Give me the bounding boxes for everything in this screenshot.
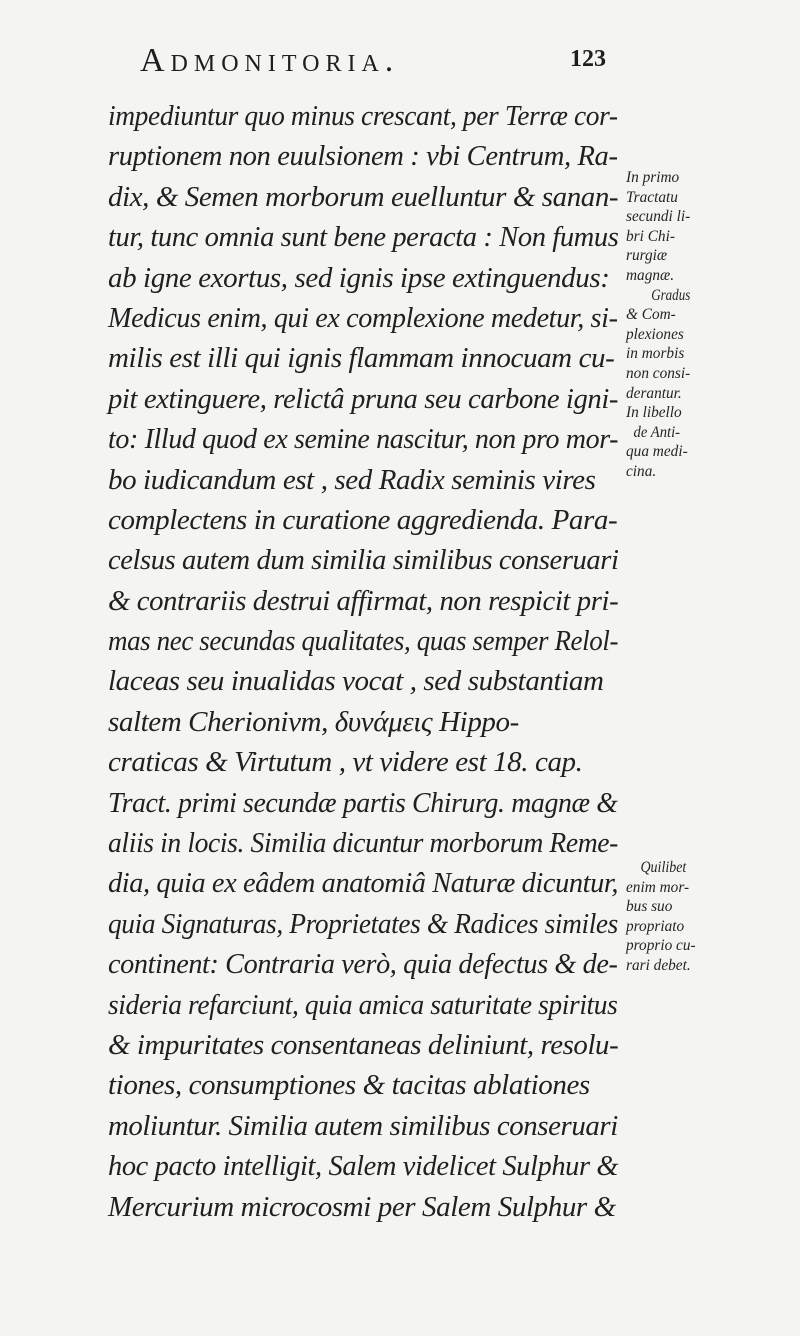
marginal-note-line: bri Chi-: [626, 227, 675, 245]
marginal-note-line: rari debet.: [626, 956, 691, 974]
page-header: [140, 42, 660, 82]
marginal-note-line: secundi li-: [626, 208, 691, 226]
text-line: dix, & Semen morborum euelluntur & sanan-: [108, 180, 619, 213]
marginal-note-line: de Anti-: [633, 423, 681, 441]
text-line: Mercurium microcosmi per Salem Sulphur &: [108, 1190, 616, 1223]
marginal-note-line: derantur.: [626, 384, 682, 402]
text-line: & contrariis destrui affirmat, non respicit pri-: [108, 584, 619, 617]
text-line: to: Illud quod ex semine nascitur, non pro mor-: [108, 423, 619, 456]
text-line: laceas seu inualidas vocat , sed substantiam: [108, 665, 604, 698]
marginal-note-line: plexiones: [626, 325, 684, 343]
text-line: mas nec secundas qualitates, quas semper Relol-: [108, 625, 619, 658]
text-line: tiones, consumptiones & tacitas ablationes: [108, 1069, 590, 1102]
text-line: saltem Cherionivm, δυνάμεις Hippo-: [108, 705, 519, 738]
text-line: ab igne exortus, sed ignis ipse extinguendus:: [108, 261, 610, 294]
marginal-note-line: rurgiæ: [626, 247, 668, 265]
page-number: 123: [570, 46, 606, 72]
text-line: craticas & Virtutum , vt videre est 18. cap.: [108, 746, 583, 779]
text-line: ruptionem non euulsionem : vbi Centrum, Ra-: [108, 140, 618, 173]
text-line: tur, tunc omnia sunt bene peracta : Non fumus: [108, 221, 619, 254]
text-line: moliuntur. Similia autem similibus conseruari: [108, 1109, 618, 1142]
marginal-note-line: Quilibet: [640, 859, 687, 876]
text-line: celsus autem dum similia similibus conseruari: [108, 544, 619, 577]
text-line: sideria refarciunt, quia amica saturitate spiritus: [108, 988, 618, 1021]
text-line: Tract. primi secundæ partis Chirurg. magnæ &: [108, 786, 618, 819]
marginal-note-line: In primo: [626, 169, 680, 186]
marginal-note-line: In libello: [626, 404, 682, 422]
marginal-note-line: Tractatu: [626, 188, 678, 206]
text-line: aliis in locis. Similia dicuntur morborum Reme-: [108, 827, 618, 860]
text-line: Medicus enim, qui ex complexione medetur, si-: [108, 301, 618, 334]
marginal-note-line: Gradus: [651, 286, 691, 304]
text-line: pit extinguere, relictâ pruna seu carbone igni-: [108, 382, 619, 415]
marginal-note: [626, 858, 796, 976]
marginal-note-line: in morbis: [626, 345, 685, 363]
text-line: impediuntur quo minus crescant, per Terræ cor-: [108, 100, 618, 132]
marginal-note-line: bus suo: [626, 898, 673, 916]
text-line: bo iudicandum est , sed Radix seminis vires: [108, 463, 596, 496]
marginal-note-line: non consi-: [626, 364, 691, 382]
marginal-note-line: cina.: [626, 462, 657, 480]
marginal-note: [626, 168, 796, 482]
text-line: quia Signaturas, Proprietates & Radices similes: [108, 907, 618, 940]
marginal-note-line: propriato: [626, 917, 685, 935]
text-line: complectens in curatione aggredienda. Para-: [108, 503, 618, 536]
marginal-note-line: & Com-: [626, 306, 676, 324]
text-line: & impuritates consentaneas deliniunt, resolu-: [108, 1028, 619, 1061]
text-line: continent: Contraria verò, quia defectus & de-: [108, 948, 618, 981]
running-head: Admonitoria.: [140, 42, 400, 79]
marginal-note-line: proprio cu-: [626, 937, 696, 955]
marginal-note-line: magnæ.: [626, 266, 675, 284]
marginal-note-line: qua medi-: [626, 443, 688, 461]
main-text-block: [108, 96, 618, 1227]
text-line: dia, quia ex eâdem anatomiâ Naturæ dicuntur,: [108, 867, 619, 900]
text-line: hoc pacto intelligit, Salem videlicet Sulphur &: [108, 1150, 619, 1183]
marginal-note-line: enim mor-: [626, 878, 690, 896]
text-line: milis est illi qui ignis flammam innocuam cu-: [108, 342, 615, 375]
